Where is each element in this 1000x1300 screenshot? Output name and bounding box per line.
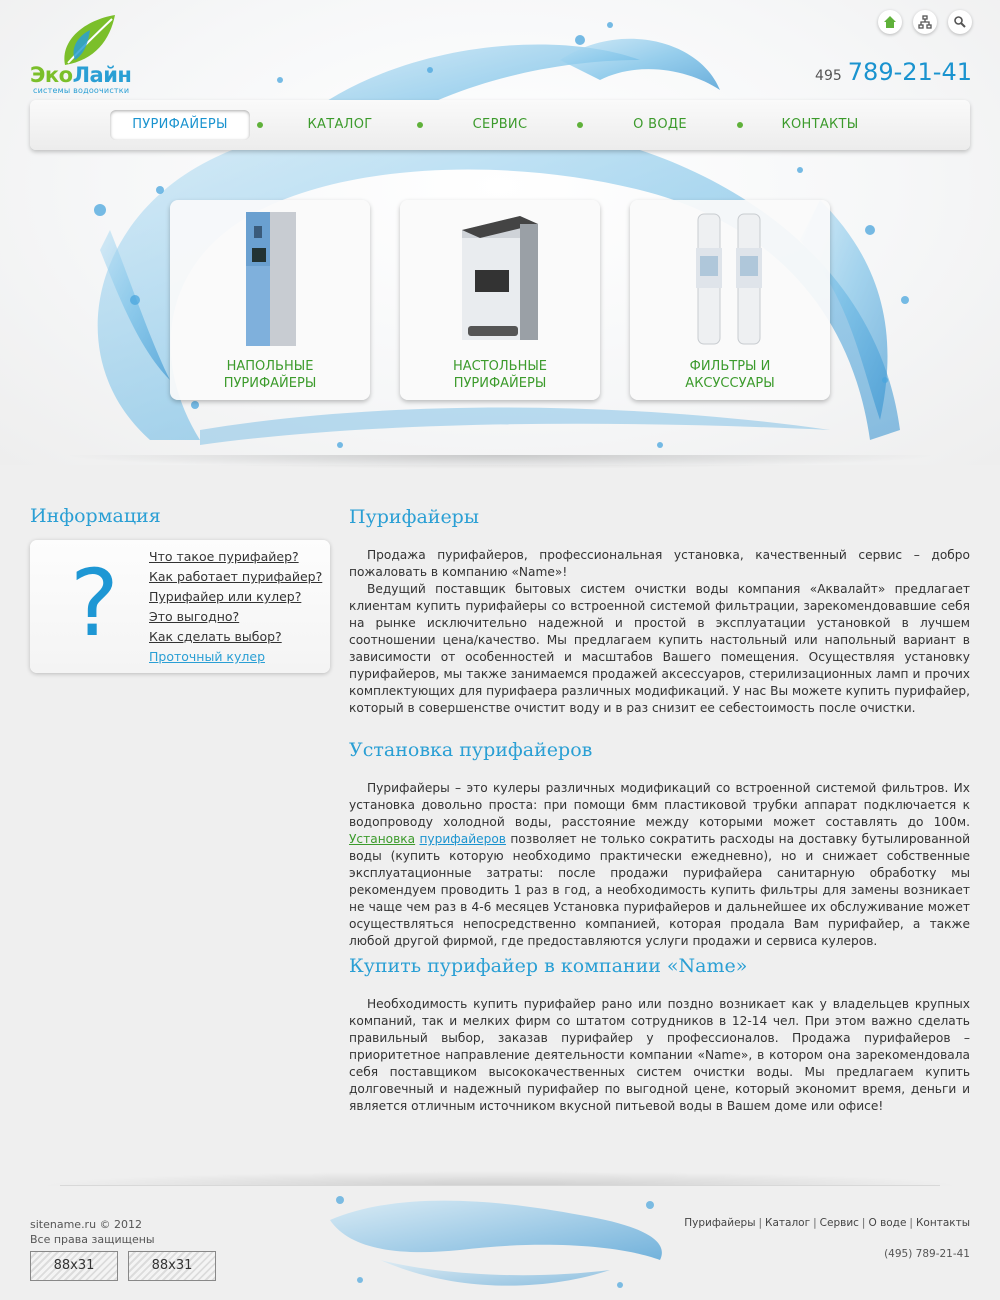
list-item xyxy=(149,586,322,606)
section-heading-installation: Установка пурифайеров xyxy=(349,739,593,761)
inline-link-installation[interactable]: Установка xyxy=(349,832,416,846)
list-item xyxy=(149,546,322,566)
card-label: ФИЛЬТРЫ И АКСУССУАРЫ xyxy=(685,359,775,391)
main-navigation xyxy=(30,100,970,150)
phone-code: 495 xyxy=(815,68,842,84)
category-card-filters-accessories[interactable] xyxy=(630,200,830,400)
footer-link-contacts[interactable]: Контакты xyxy=(915,1217,970,1229)
nav-item-purifiers[interactable]: ПУРИФАЙЕРЫ xyxy=(110,110,250,140)
card-label: НАСТОЛЬНЫЕ ПУРИФАЙЕРЫ xyxy=(452,359,548,391)
question-mark-icon: ? xyxy=(70,550,119,657)
section-heading-buy: Купить пурифайер в компании «Name» xyxy=(349,955,748,977)
info-links-list xyxy=(149,546,322,666)
home-icon[interactable] xyxy=(878,10,902,34)
footer-link-about-water[interactable]: О воде xyxy=(868,1217,907,1229)
phone-number: 789-21-41 xyxy=(847,58,972,86)
floor-purifier-image xyxy=(170,208,370,348)
nav-separator-dot xyxy=(577,122,583,128)
info-link-how-it-works[interactable]: Как работает пурифайер? xyxy=(149,569,323,584)
counter-badge[interactable]: 88x31 xyxy=(30,1251,118,1281)
logo-subtitle: системы водоочистки xyxy=(33,86,130,95)
info-link-how-to-choose[interactable]: Как сделать выбор? xyxy=(149,629,282,644)
footer-phone: (495) 789-21-41 xyxy=(884,1248,970,1260)
header-hero xyxy=(0,0,1000,465)
info-link-what-is-purifier[interactable]: Что такое пурифайер? xyxy=(149,549,299,564)
counter-badge[interactable]: 88x31 xyxy=(128,1251,216,1281)
sidebar-title: Информация xyxy=(30,505,161,527)
nav-item-contacts[interactable]: КОНТАКТЫ xyxy=(781,117,859,132)
nav-item-about-water[interactable]: О ВОДЕ xyxy=(633,117,687,132)
nav-item-catalog[interactable]: КАТАЛОГ xyxy=(307,117,373,132)
table-purifier-image xyxy=(400,208,600,348)
footer-link-service[interactable]: Сервис xyxy=(819,1217,859,1229)
copyright: sitename.ru © 2012 Все права защищены xyxy=(30,1218,155,1246)
paragraph-buy: Необходимость купить пурифайер рано или поздно возникает как у владельцев крупных компаний, так и мелких фирм со штатом сотрудников в 12-14 чел. При этом важно сделать правильный выбор, заказав пурифайер у профессионалов. Продажа пурифайеров – приоритетное направление деятельности компании «Name», в котором она зарекомендовала себя поставщиком высококачественных систем очистки воды. Мы предлагаем купить долговечный и надежный пурифайер по выгодной цене, который экономит время, деньги и является отличным источником вкусной питьевой воды в Вашем доме или офисе! xyxy=(349,997,970,1113)
list-item xyxy=(149,606,322,626)
footer-water-splash-image xyxy=(320,1180,680,1300)
footer-link-catalog[interactable]: Каталог xyxy=(765,1217,811,1229)
sitemap-icon[interactable] xyxy=(913,10,937,34)
footer-links: Пурифайеры | Каталог | Сервис | О воде | Контакты xyxy=(684,1217,970,1229)
search-icon[interactable] xyxy=(948,10,972,34)
info-link-purifier-or-cooler[interactable]: Пурифайер или кулер? xyxy=(149,589,302,604)
paragraph-intro: Продажа пурифайеров, профессиональная установка, качественный сервис – добро пожаловать в компанию «Name»! Ведущий поставщик бытовых систем очистки воды компания «Аквалайт» предлагает клиентам купить пурифайеры со встроенной системой фильтрации, зарекомендовавшие себя на рынке исключительно надежной и простой в эксплуатации установкой в лучшем соотношении цена/качество. Мы предлагаем купить настольный или напольный вариант в зависимости от особенностей и масштабов Вашего помещения. Осуществляя установку пурифайеров, мы также занимаемся продажей аксессуаров, стерилизационных ламп и прочих комплектующих для пурифаера различных модификаций. У нас Вы можете купить пурифайер, который в совершенстве очистит воду и в раз снизит ее себестоимость после очистки. xyxy=(349,548,970,715)
list-item xyxy=(149,566,322,586)
nav-item-service[interactable]: СЕРВИС xyxy=(472,117,528,132)
info-link-is-it-profitable[interactable]: Это выгодно? xyxy=(149,609,240,624)
info-box xyxy=(30,540,330,673)
nav-separator-dot xyxy=(257,122,263,128)
category-card-table-purifiers[interactable] xyxy=(400,200,600,400)
nav-separator-dot xyxy=(737,122,743,128)
header-phone xyxy=(815,58,972,86)
header-icon-bar xyxy=(878,10,972,34)
footer-link-purifiers[interactable]: Пурифайеры xyxy=(684,1217,756,1229)
section-heading-purifiers: Пурифайеры xyxy=(349,506,479,528)
inline-link-purifiers[interactable]: пурифайеров xyxy=(419,832,506,846)
list-item xyxy=(149,646,322,666)
category-card-floor-purifiers[interactable] xyxy=(170,200,370,400)
nav-separator-dot xyxy=(417,122,423,128)
logo-wordmark[interactable] xyxy=(30,63,131,87)
logo-part1: Эко xyxy=(30,63,73,87)
logo-part2: Лайн xyxy=(72,63,132,87)
filters-image xyxy=(630,208,830,348)
paragraph-installation: Пурифайеры – это кулеры различных модификаций со встроенной системой фильтров. Их установка довольно проста: при помощи 6мм пластиковой трубки аппарат подключается к водопроводу холодной воды, расстояние между которыми может составлять до 100м. Установка пурифайеров позволяет не только сократить расходы на доставку бутылированной воды (купить которую необходимо практически ежедневно), но и снижает собственные эксплуатационные затраты: после продажи пурифайера санитарную обработку мы рекомендуем проводить 1 раз в год, а необходимость купить фильтры для замены возникает не чаще чем раз в 4-6 месяцев Установка пурифайеров и дальнейшее их обслуживание может осуществляться непосредственно компанией, которая продала Вам пурифайер, а также любой другой фирмой, где предоставляются услуги продажи и сервиса кулеров. xyxy=(349,781,970,948)
card-label: НАПОЛЬНЫЕ ПУРИФАЙЕРЫ xyxy=(223,359,317,391)
hero-shadow xyxy=(60,455,940,469)
info-link-flow-cooler[interactable]: Проточный кулер xyxy=(149,649,265,664)
list-item xyxy=(149,626,322,646)
